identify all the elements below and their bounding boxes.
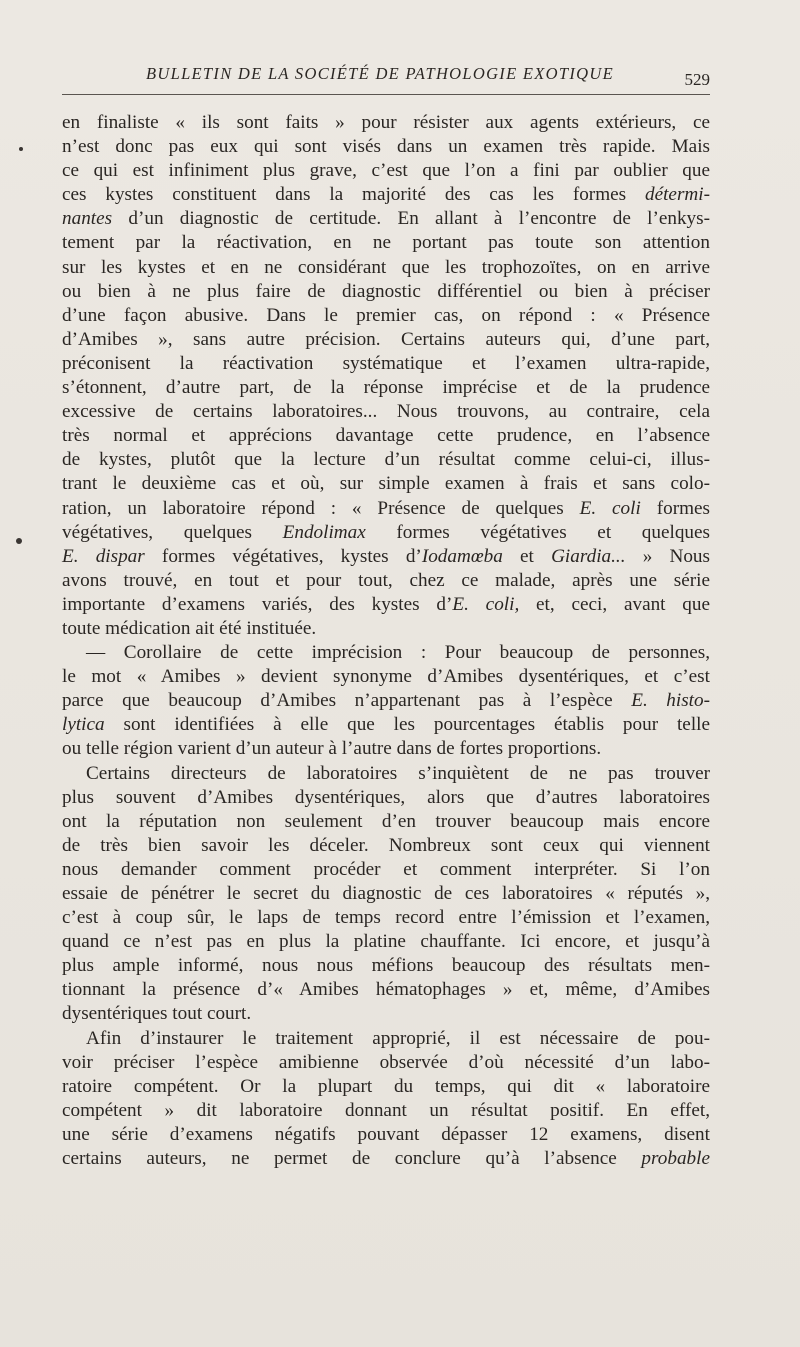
text-segment: d’un diagnostic de certitude. En allant à l’encontre de l’enkys- — [112, 208, 710, 230]
italic-text: E. coli, — [452, 593, 520, 615]
text-line — [62, 617, 710, 641]
text-segment: parce que beaucoup d’Amibes n’appartenant pas à l’espèce — [62, 690, 632, 712]
text-segment: végétatives, quelques — [62, 521, 283, 543]
text-segment: très normal et apprécions davantage cette prudence, en l’absence — [62, 425, 710, 447]
text-segment: de très bien savoir les déceler. Nombreux sont ceux qui viennent — [62, 834, 710, 856]
text-line — [62, 1099, 710, 1123]
italic-text: lytica — [62, 714, 105, 736]
text-line — [62, 472, 710, 496]
text-line — [62, 641, 710, 665]
text-segment: n’est donc pas eux qui sont visés dans un examen très rapide. Mais — [62, 136, 710, 158]
text-line — [62, 689, 710, 713]
text-line — [62, 207, 710, 231]
text-segment: ce qui est infiniment plus grave, c’est que l’on a fini par oublier que — [62, 160, 710, 182]
text-segment: ou telle région varient d’un auteur à l’autre dans de fortes proportions. — [62, 738, 602, 760]
text-line — [62, 545, 710, 569]
text-segment: quand ce n’est pas en plus la platine chauffante. Ici encore, et jusqu’à — [62, 931, 710, 953]
text-segment: » Nous — [625, 545, 710, 567]
text-line — [62, 954, 710, 978]
text-segment: plus souvent d’Amibes dysentériques, alors que d’autres laboratoires — [62, 786, 710, 808]
text-line — [62, 497, 710, 521]
text-segment: formes — [640, 497, 710, 519]
page-header — [62, 58, 710, 95]
text-segment: d’Amibes », sans autre précision. Certains auteurs qui, d’une part, — [62, 328, 710, 350]
italic-text: Endolimax — [282, 521, 366, 543]
text-segment: nous demander comment procéder et comment interpréter. Si l’on — [62, 858, 710, 880]
text-segment: formes végétatives et quelques — [365, 521, 711, 543]
text-line — [62, 328, 710, 352]
text-line — [62, 569, 710, 593]
italic-text: Iodamœba — [421, 545, 503, 567]
text-segment: sur les kystes et en ne considérant que les trophozoïtes, on en arrive — [62, 256, 710, 278]
text-segment: d’une façon abusive. Dans le premier cas, on répond : « Présence — [62, 304, 710, 326]
text-line — [62, 400, 710, 424]
text-segment: certains auteurs, ne permet de conclure qu’à l’absence — [62, 1148, 642, 1170]
text-segment: ou bien à ne plus faire de diagnostic différentiel ou bien à préciser — [62, 280, 710, 302]
text-segment: avons trouvé, en tout et pour tout, chez ce malade, après une série — [62, 569, 710, 591]
text-line — [62, 159, 710, 183]
text-segment: et — [502, 545, 552, 567]
text-segment: excessive de certains laboratoires... Nous trouvons, au contraire, cela — [62, 401, 710, 423]
text-line — [62, 810, 710, 834]
text-line — [62, 713, 710, 737]
text-line — [62, 1002, 710, 1026]
text-line — [62, 906, 710, 930]
text-segment: et, ceci, avant que — [519, 593, 711, 615]
italic-text: E. dispar — [62, 545, 145, 567]
text-line — [62, 424, 710, 448]
text-segment: ont la réputation non seulement d’en trouver beaucoup mais encore — [62, 810, 710, 832]
text-segment: formes végétatives, kystes d’ — [144, 545, 422, 567]
text-segment: tionnant la présence d’« Amibes hématophages » et, même, d’Amibes — [62, 979, 710, 1001]
text-line — [62, 786, 710, 810]
text-line — [62, 231, 710, 255]
text-segment: plus ample informé, nous nous méfions beaucoup des résultats men- — [62, 955, 710, 977]
text-line — [62, 1027, 710, 1051]
text-line — [62, 135, 710, 159]
text-line — [62, 930, 710, 954]
text-line — [62, 762, 710, 786]
text-segment: compétent » dit laboratoire donnant un résultat positif. En effet, — [62, 1099, 710, 1121]
margin-dot — [16, 538, 22, 544]
italic-text: nantes — [62, 208, 113, 230]
text-line — [62, 665, 710, 689]
text-segment: dysentériques tout court. — [62, 1003, 252, 1025]
text-line — [62, 882, 710, 906]
text-line — [62, 978, 710, 1002]
text-line — [62, 593, 710, 617]
text-line — [62, 304, 710, 328]
text-line — [62, 183, 710, 207]
text-segment: s’étonnent, d’autre part, de la réponse imprécise et de la prudence — [62, 377, 710, 399]
text-line — [62, 834, 710, 858]
text-segment: ration, un laboratoire répond : « Présence de quelques — [62, 497, 580, 519]
text-segment: ratoire compétent. Or la plupart du temps, qui dit « laboratoire — [62, 1075, 710, 1097]
text-segment: voir préciser l’espèce amibienne observée d’où nécessité d’un labo- — [62, 1051, 710, 1073]
italic-text: probable — [641, 1148, 710, 1170]
text-line — [62, 1051, 710, 1075]
text-line — [62, 256, 710, 280]
text-segment: préconisent la réactivation systématique et l’examen ultra-rapide, — [62, 352, 710, 374]
text-line — [62, 1075, 710, 1099]
text-segment: ces kystes constituent dans la majorité des cas les formes — [62, 184, 645, 206]
text-line — [62, 1147, 710, 1171]
italic-text: Giardia... — [551, 545, 626, 567]
text-segment: le mot « Amibes » devient synonyme d’Amibes dysentériques, et c’est — [62, 666, 710, 688]
italic-text: E. coli — [579, 497, 641, 519]
text-segment: Afin d’instaurer le traitement approprié, il est nécessaire de pou- — [86, 1027, 710, 1049]
text-segment: Certains directeurs de laboratoires s’inquiètent de ne pas trouver — [86, 762, 710, 784]
text-line — [62, 521, 710, 545]
italic-text: E. histo- — [631, 690, 710, 712]
margin-dot — [19, 147, 23, 151]
text-line — [62, 280, 710, 304]
text-line — [62, 376, 710, 400]
text-segment: essaie de pénétrer le secret du diagnostic de ces laboratoires « réputés », — [62, 883, 710, 904]
text-segment: une série d’examens négatifs pouvant dépasser 12 examens, disent — [62, 1123, 710, 1145]
text-line — [62, 352, 710, 376]
text-segment: sont identifiées à elle que les pourcentages établis pour telle — [104, 714, 710, 736]
text-segment: trant le deuxième cas et où, sur simple examen à frais et sans colo- — [62, 473, 710, 495]
text-line — [62, 111, 710, 135]
text-line — [62, 448, 710, 472]
italic-text: détermi- — [644, 184, 710, 206]
text-line — [62, 858, 710, 882]
text-segment: — Corollaire de cette imprécision : Pour beaucoup de personnes, — [86, 642, 710, 664]
body-text — [62, 111, 710, 1171]
running-title: BULLETIN DE LA SOCIÉTÉ DE PATHOLOGIE EXOTIQUE — [146, 64, 614, 83]
text-line — [62, 1123, 710, 1147]
text-segment: en finaliste « ils sont faits » pour résister aux agents extérieurs, ce — [62, 112, 710, 133]
text-segment: importante d’examens variés, des kystes d’ — [62, 593, 453, 615]
page-number: 529 — [684, 70, 710, 89]
text-segment: toute médication ait été instituée. — [62, 617, 317, 639]
text-segment: tement par la réactivation, en ne portant pas toute son attention — [62, 232, 710, 254]
text-segment: de kystes, plutôt que la lecture d’un résultat comme celui-ci, illus- — [62, 449, 710, 471]
text-segment: c’est à coup sûr, le laps de temps record entre l’émission et l’examen, — [62, 907, 710, 929]
text-line — [62, 737, 710, 761]
